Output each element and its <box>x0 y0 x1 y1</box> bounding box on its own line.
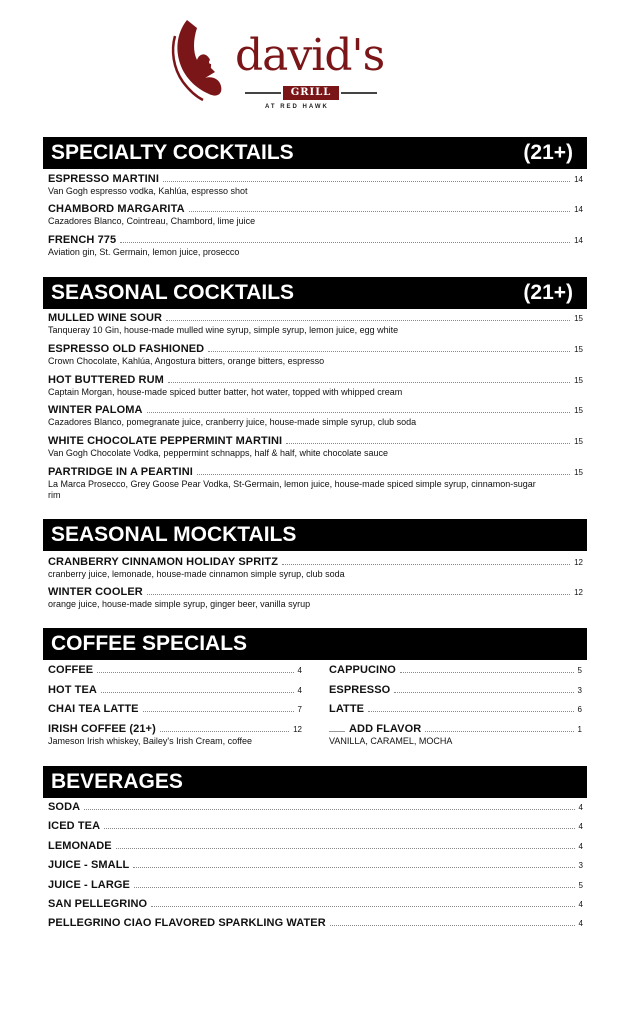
item-name: HOT TEA <box>48 684 97 696</box>
section-title: BEVERAGES <box>51 770 183 793</box>
item-price: 5 <box>577 666 582 675</box>
item-name: CRANBERRY CINNAMON HOLIDAY SPRITZ <box>48 556 279 568</box>
item-name: ESPRESSO <box>329 684 391 696</box>
leader-dots <box>104 821 574 829</box>
menu-item <box>48 173 583 197</box>
item-description: Aviation gin, St. Germain, lemon juice, prosecco <box>48 247 240 257</box>
item-price: 4 <box>578 842 583 851</box>
item-price: 12 <box>574 588 583 597</box>
item-name: ESPRESSO OLD FASHIONED <box>48 343 205 355</box>
item-price: 4 <box>297 686 302 695</box>
age-badge: (21+) <box>523 281 573 304</box>
menu-item <box>48 898 583 911</box>
leader-dots <box>286 436 570 444</box>
item-name: ADD FLAVOR <box>349 723 422 735</box>
restaurant-logo <box>165 12 390 117</box>
leader-dots <box>120 235 570 243</box>
ornament-left <box>245 92 281 94</box>
logo-grill-badge: GRILL <box>283 86 339 100</box>
item-price: 6 <box>577 705 582 714</box>
menu-item <box>329 684 582 697</box>
menu-item <box>48 664 302 677</box>
leader-dots <box>116 841 575 849</box>
menu-item <box>48 917 583 930</box>
menu-item <box>48 234 583 258</box>
leader-dots <box>160 724 289 732</box>
section-header-mocktails <box>43 519 587 551</box>
item-name: IRISH COFFEE (21+) <box>48 723 156 735</box>
menu-item <box>48 801 583 814</box>
leader-dots <box>151 899 574 907</box>
item-description: Van Gogh espresso vodka, Kahlúa, espresso shot <box>48 186 248 196</box>
item-price: 4 <box>297 666 302 675</box>
item-price: 12 <box>293 725 302 734</box>
leader-dots <box>368 704 573 712</box>
menu-item <box>48 203 583 227</box>
section-header-coffee <box>43 628 587 660</box>
item-description: Cazadores Blanco, pomegranate juice, cranberry juice, house-made simple syrup, club soda <box>48 417 417 427</box>
item-name: CHAMBORD MARGARITA <box>48 203 185 215</box>
item-price: 15 <box>574 437 583 446</box>
menu-item <box>48 466 583 501</box>
age-badge: (21+) <box>523 141 573 164</box>
leader-dots <box>330 918 575 926</box>
item-name: ESPRESSO MARTINI <box>48 173 160 185</box>
item-price: 14 <box>574 175 583 184</box>
item-name: WINTER COOLER <box>48 586 143 598</box>
item-price: 3 <box>578 861 583 870</box>
leader-dots <box>400 665 574 673</box>
leader-dots <box>163 174 570 182</box>
item-name: JUICE - LARGE <box>48 879 130 891</box>
item-price: 12 <box>574 558 583 567</box>
item-name: FRENCH 775 <box>48 234 117 246</box>
item-name: MULLED WINE SOUR <box>48 312 163 324</box>
leader-dots <box>425 724 573 732</box>
dash-line <box>329 726 345 732</box>
leader-dots <box>133 860 574 868</box>
item-price: 15 <box>574 376 583 385</box>
item-price: 4 <box>578 822 583 831</box>
item-name: COFFEE <box>48 664 94 676</box>
leader-dots <box>208 344 570 352</box>
item-description: Jameson Irish whiskey, Bailey's Irish Cream, coffee <box>48 736 252 746</box>
menu-item <box>48 723 302 747</box>
item-name: CAPPUCINO <box>329 664 396 676</box>
menu-item <box>48 435 583 459</box>
item-name: ICED TEA <box>48 820 101 832</box>
leader-dots <box>197 467 570 475</box>
menu-item <box>48 703 302 716</box>
menu-item <box>48 820 583 833</box>
item-description: Crown Chocolate, Kahlúa, Angostura bitters, orange bitters, espresso <box>48 356 325 366</box>
item-price: 4 <box>578 900 583 909</box>
item-price: 1 <box>577 725 582 734</box>
menu-item <box>329 664 582 677</box>
section-title: SEASONAL MOCKTAILS <box>51 523 297 546</box>
leader-dots <box>147 405 571 413</box>
item-name: LATTE <box>329 703 365 715</box>
menu-item <box>48 879 583 892</box>
leader-dots <box>147 587 570 595</box>
section-title: SEASONAL COCKTAILS <box>51 281 295 304</box>
item-description: orange juice, house-made simple syrup, ginger beer, vanilla syrup <box>48 599 311 609</box>
leader-dots <box>134 880 575 888</box>
menu-item <box>48 840 583 853</box>
ornament-right <box>341 92 377 94</box>
menu-item <box>329 723 582 747</box>
leader-dots <box>282 557 570 565</box>
leader-dots <box>394 685 573 693</box>
menu-item <box>48 859 583 872</box>
menu-item <box>329 703 582 716</box>
section-header-specialty <box>43 137 587 169</box>
section-header-seasonal <box>43 277 587 309</box>
item-description: Cazadores Blanco, Cointreau, Chambord, lime juice <box>48 216 256 226</box>
item-name: CHAI TEA LATTE <box>48 703 139 715</box>
leader-dots <box>168 375 570 383</box>
item-price: 4 <box>578 919 583 928</box>
item-description: La Marca Prosecco, Grey Goose Pear Vodka, St-Germain, lemon juice, house-made spiced simple syrup, cinnamon-sugar rim <box>48 479 536 500</box>
item-name: WINTER PALOMA <box>48 404 143 416</box>
leader-dots <box>143 704 294 712</box>
item-description: Tanqueray 10 Gin, house-made mulled wine syrup, simple syrup, lemon juice, egg white <box>48 325 399 335</box>
section-title: SPECIALTY COCKTAILS <box>51 141 294 164</box>
leader-dots <box>166 313 570 321</box>
item-description: Van Gogh Chocolate Vodka, peppermint schnapps, half & half, white chocolate sauce <box>48 448 389 458</box>
menu-item <box>48 586 583 610</box>
section-title: COFFEE SPECIALS <box>51 632 248 655</box>
hawk-icon <box>165 16 235 106</box>
menu-item <box>48 312 583 336</box>
item-price: 15 <box>574 345 583 354</box>
logo-subtitle: AT RED HAWK <box>265 104 329 110</box>
logo-script-text: david's <box>235 30 385 81</box>
menu-item <box>48 374 583 398</box>
item-price: 7 <box>297 705 302 714</box>
item-price: 5 <box>578 881 583 890</box>
section-header-beverages <box>43 766 587 798</box>
item-description: Captain Morgan, house-made spiced butter batter, hot water, topped with whipped cream <box>48 387 403 397</box>
leader-dots <box>97 665 293 673</box>
leader-dots <box>101 685 294 693</box>
item-price: 14 <box>574 205 583 214</box>
menu-item <box>48 684 302 697</box>
menu-item <box>48 343 583 367</box>
item-name: WHITE CHOCOLATE PEPPERMINT MARTINI <box>48 435 283 447</box>
item-price: 15 <box>574 468 583 477</box>
item-price: 14 <box>574 236 583 245</box>
item-price: 15 <box>574 314 583 323</box>
item-name: SODA <box>48 801 81 813</box>
menu-item <box>48 556 583 580</box>
item-name: PELLEGRINO CIAO FLAVORED SPARKLING WATER <box>48 917 326 929</box>
item-name: SAN PELLEGRINO <box>48 898 148 910</box>
leader-dots <box>84 802 574 810</box>
item-name: JUICE - SMALL <box>48 859 130 871</box>
item-name: HOT BUTTERED RUM <box>48 374 164 386</box>
menu-item <box>48 404 583 428</box>
item-description: VANILLA, CARAMEL, MOCHA <box>329 736 453 746</box>
item-name: PARTRIDGE IN A PEARTINI <box>48 466 193 478</box>
item-price: 3 <box>577 686 582 695</box>
item-description: cranberry juice, lemonade, house-made cinnamon simple syrup, club soda <box>48 569 345 579</box>
item-price: 15 <box>574 406 583 415</box>
leader-dots <box>189 204 570 212</box>
item-name: LEMONADE <box>48 840 112 852</box>
item-price: 4 <box>578 803 583 812</box>
